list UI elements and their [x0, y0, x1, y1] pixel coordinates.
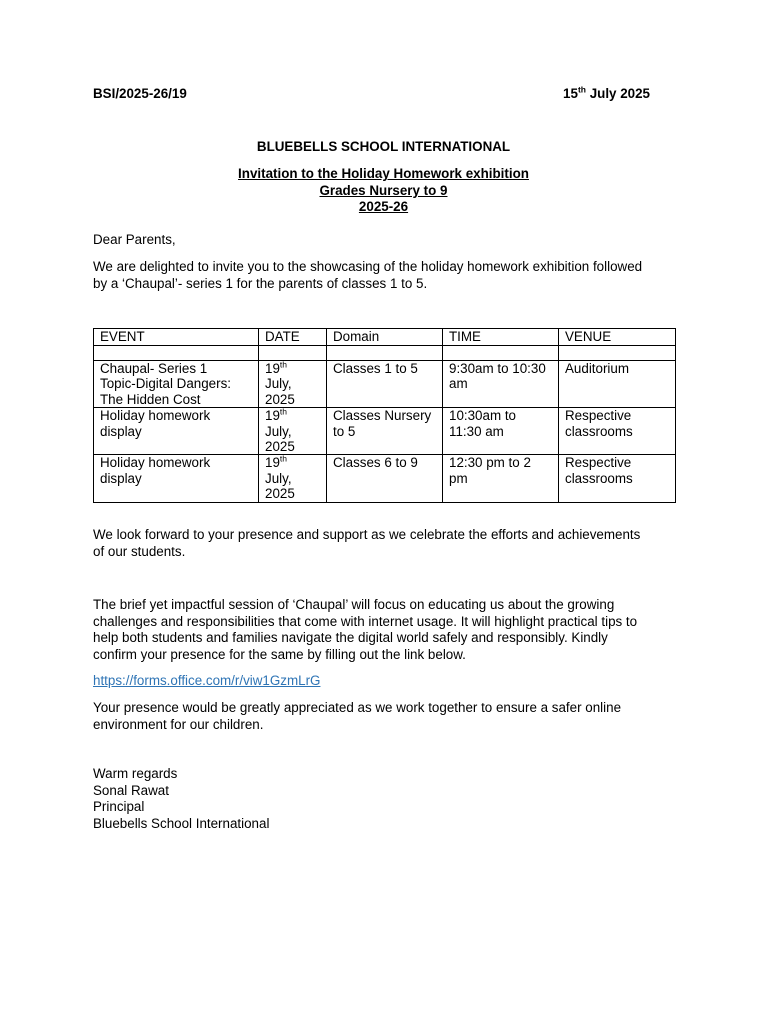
signature-block [93, 766, 678, 832]
salutation: Dear Parents, [93, 232, 176, 247]
letter-date: 15th July 2025 [563, 84, 650, 101]
column-header-event: EVENT [94, 329, 259, 346]
table-blank-row [94, 346, 676, 361]
venue-cell: Auditorium [559, 361, 676, 408]
chaupal-paragraph: The brief yet impactful session of ‘Chaupal’ will focus on educating us about the growing challenges and responsibilities that come with internet usage. It will highlight practical tips to help both students and families navigate the digital world safely and responsibly. Kindly confirm your presence for the same by filling out the link below. [93, 597, 638, 662]
event-cell: Chaupal- Series 1 Topic-Digital Dangers: The Hidden Cost [94, 361, 259, 408]
invitation-grades: Grades Nursery to 9 [319, 183, 448, 198]
invitation-title: Invitation to the Holiday Homework exhibition [238, 166, 529, 181]
column-header-domain: Domain [327, 329, 443, 346]
column-header-time: TIME [443, 329, 559, 346]
table-row [94, 408, 676, 455]
reference-number: BSI/2025-26/19 [93, 86, 187, 101]
time-cell: 9:30am to 10:30 am [443, 361, 559, 408]
date-cell: 19th July, 2025 [259, 455, 327, 502]
invitation-year: 2025-26 [358, 199, 409, 214]
venue-cell: Respective classrooms [559, 455, 676, 502]
column-header-venue: VENUE [559, 329, 676, 346]
rsvp-form-link[interactable]: https://forms.office.com/r/viw1GzmLrG [93, 673, 321, 688]
date-cell: 19th July, 2025 [259, 408, 327, 455]
intro-paragraph: We are delighted to invite you to the showcasing of the holiday homework exhibition followed by a ‘Chaupal’- series 1 for the parents of classes 1 to 5. [93, 259, 643, 291]
closing: Warm regards [93, 766, 178, 781]
table-header-row [94, 329, 676, 346]
venue-cell: Respective classrooms [559, 408, 676, 455]
time-cell: 10:30am to 11:30 am [443, 408, 559, 455]
signatory-org: Bluebells School International [93, 815, 270, 831]
events-table [93, 328, 676, 503]
presence-paragraph: Your presence would be greatly appreciated as we work together to ensure a safer online environment for our children. [93, 700, 622, 732]
table-row [94, 455, 676, 502]
signatory-title: Principal [93, 799, 145, 815]
letter-header [93, 86, 650, 104]
date-cell: 19th July, 2025 [259, 361, 327, 408]
school-name: BLUEBELLS SCHOOL INTERNATIONAL [256, 139, 511, 154]
event-cell: Holiday homework display [94, 408, 259, 455]
domain-cell: Classes Nursery to 5 [327, 408, 443, 455]
signatory-name: Sonal Rawat [93, 782, 169, 798]
column-header-date: DATE [259, 329, 327, 346]
domain-cell: Classes 6 to 9 [327, 455, 443, 502]
event-cell: Holiday homework display [94, 455, 259, 502]
domain-cell: Classes 1 to 5 [327, 361, 443, 408]
forward-paragraph: We look forward to your presence and support as we celebrate the efforts and achievements of our students. [93, 527, 641, 559]
table-row [94, 361, 676, 408]
time-cell: 12:30 pm to 2 pm [443, 455, 559, 502]
